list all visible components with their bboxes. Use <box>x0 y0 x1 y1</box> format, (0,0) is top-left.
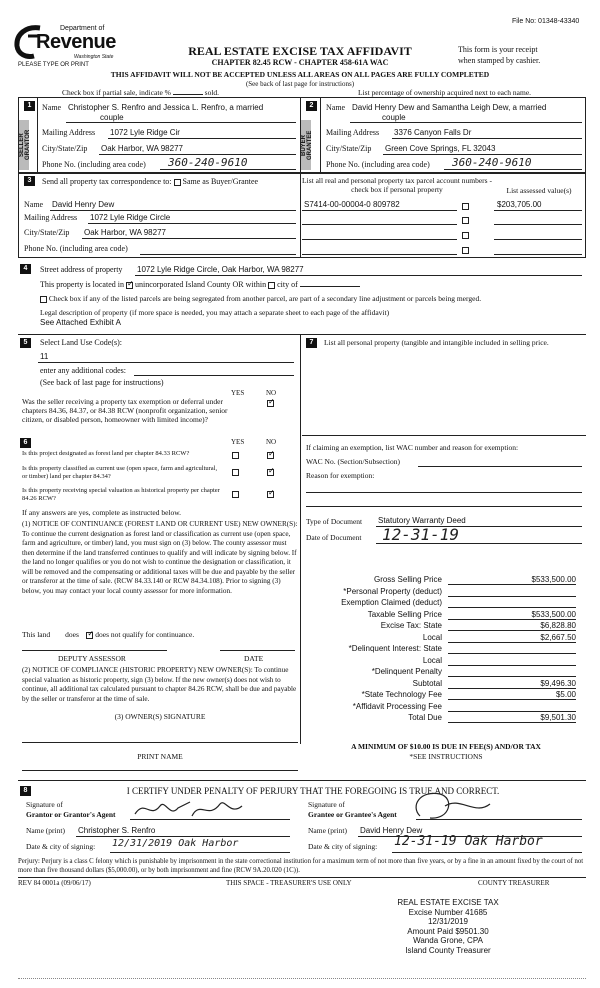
tax-row-label: Excise Tax: State <box>380 621 442 630</box>
tax-row <box>306 644 586 656</box>
tax-row-label: *Personal Property (deduct) <box>343 586 442 596</box>
tax-row-value[interactable] <box>448 702 576 712</box>
grantor-date-city[interactable]: 12/31/2019 Oak Harbor <box>112 838 239 849</box>
seller-exemption-no-checkbox[interactable] <box>267 400 274 407</box>
historic-no-checkbox[interactable] <box>267 491 274 498</box>
seller-exemption-question: Was the seller receiving a property tax exemption or deferral under chapters 84.36, 84.37, or 84.38 RCW (nonprofit organization, senior citizen, or disabled person, homeowner with limited income)? <box>22 397 228 424</box>
doc-date-label: Date of Document <box>306 533 362 542</box>
seller-name-value[interactable]: Christopher S. Renfro and Jessica L. Renfro, a married <box>68 103 264 112</box>
qualify-label: qualify for continuance. <box>122 630 195 639</box>
seller-address-label: Mailing Address <box>42 128 96 137</box>
tax-row-label: Local <box>422 632 442 642</box>
grantee-name-value[interactable]: David Henry Dew <box>360 826 423 835</box>
grantor-name-label: Name (print) <box>26 826 65 835</box>
section-3-number: 3 <box>24 176 35 186</box>
treasurer-stamp <box>378 898 518 956</box>
stamp-line-6: Island County Treasurer <box>405 945 491 955</box>
corr-name-label: Name <box>24 200 44 209</box>
seller-phone-value[interactable]: 360-240-9610 <box>168 156 248 169</box>
tax-row-label: *State Technology Fee <box>361 690 442 699</box>
partial-sale-percent[interactable] <box>173 94 203 95</box>
grantor-agent-label: Grantor or Grantor's Agent <box>26 810 116 819</box>
current-use-no-checkbox[interactable] <box>267 469 274 476</box>
tax-row-value[interactable]: $6,828.80 <box>448 621 576 631</box>
buyer-name-value-2[interactable]: couple <box>382 113 406 122</box>
grantee-date-label: Date & city of signing: <box>308 842 378 851</box>
same-as-buyer-label: Same as Buyer/Grantee <box>182 177 259 186</box>
tax-row <box>306 667 586 679</box>
any-yes-note: If any answers are yes, complete as instructed below. <box>22 508 182 517</box>
legal-description-value[interactable]: See Attached Exhibit A <box>40 318 121 327</box>
seller-name-value-2[interactable]: couple <box>100 113 124 122</box>
please-type: PLEASE TYPE OR PRINT <box>18 62 89 68</box>
assessed-value-1[interactable]: $203,705.00 <box>497 200 542 209</box>
historic-yes-checkbox[interactable] <box>232 491 239 498</box>
section-7-number: 7 <box>306 338 317 348</box>
buyer-phone-value[interactable]: 360-240-9610 <box>452 156 532 169</box>
warning-text: THIS AFFIDAVIT WILL NOT BE ACCEPTED UNLESS ALL AREAS ON ALL PAGES ARE FULLY COMPLETED <box>110 70 490 79</box>
section-2-number: 2 <box>306 101 317 111</box>
personal-property-checkbox-4[interactable] <box>462 247 469 254</box>
tax-row-label: *Delinquent Interest: State <box>348 644 442 653</box>
corr-city-value[interactable]: Oak Harbor, WA 98277 <box>84 228 166 237</box>
seller-address-value[interactable]: 1072 Lyle Ridge Cir <box>110 128 180 137</box>
does-not-label: does not <box>95 630 121 639</box>
street-address-value[interactable]: 1072 Lyle Ridge Circle, Oak Harbor, WA 98277 <box>137 265 304 274</box>
tax-row-label: Total Due <box>408 713 442 722</box>
minimum-due-note: A MINIMUM OF $10.00 IS DUE IN FEE(S) AND/OR TAX <box>351 742 541 751</box>
buyer-address-label: Mailing Address <box>326 128 380 137</box>
tax-row-value[interactable]: $9,501.30 <box>448 713 576 723</box>
grantee-signature-icon[interactable] <box>400 786 520 826</box>
tax-row-value[interactable]: $533,500.00 <box>448 610 576 620</box>
tax-row-value[interactable]: $2,667.50 <box>448 633 576 643</box>
buyer-name-label: Name <box>326 103 346 112</box>
deputy-assessor-label: DEPUTY ASSESSOR <box>58 654 126 663</box>
receipt-note-2: when stamped by cashier. <box>458 56 541 65</box>
tax-row-value[interactable] <box>448 667 576 677</box>
s6-yes-header: YES <box>231 438 245 446</box>
this-land-label: This land <box>22 630 51 639</box>
stamp-line-5: Wanda Grone, CPA <box>413 936 483 946</box>
perjury-notice: Perjury: Perjury is a class C felony which is punishable by imprisonment in the state correctional institution for a maximum term of not more than five years, or by a fine in an amount fixed by the court of not more than five thousand dollars ($5,000.00), or by both imprisonment and fine (RCW 9A.20.020 (1C)). <box>18 858 584 874</box>
stamp-line-2: Excise Number 41685 <box>408 907 488 917</box>
sold-label: sold. <box>204 88 220 97</box>
s6-no-header: NO <box>266 438 277 446</box>
doc-type-label: Type of Document <box>306 517 363 526</box>
segregated-label: Check box if any of the listed parcels are being segregated from another parcel, are part of a secondary line adjustment or parcels being merged. <box>48 294 482 303</box>
corr-name-value[interactable]: David Henry Dew <box>52 200 115 209</box>
grantor-name-value[interactable]: Christopher S. Renfro <box>78 826 156 835</box>
s5-no-header: NO <box>266 389 277 397</box>
exemption-label: If claiming an exemption, list WAC number and reason for exemption: <box>306 443 519 452</box>
unincorporated-label: unincorporated Island County OR within <box>134 280 267 289</box>
section-6-number: 6 <box>20 438 31 448</box>
reason-label: Reason for exemption: <box>306 471 375 480</box>
notice-of-compliance: (2) NOTICE OF COMPLIANCE (HISTORIC PROPERTY) NEW OWNER(S): To continue special valuation as historic property, sign (3) below. If the new owner(s) does not wish to continue, all additional tax calculated pursuant to chapter 84.26 RCW, shall be due and payable by the seller or transferor at the time of sale. <box>22 666 297 703</box>
forest-land-question: Is this project designated as forest land per chapter 84.33 RCW? <box>22 450 190 457</box>
tax-row-value[interactable]: $5.00 <box>448 690 576 700</box>
personal-property-label: List all personal property (tangible and intangible included in selling price. <box>324 338 549 347</box>
corr-city-label: City/State/Zip <box>24 228 70 237</box>
receipt-note-1: This form is your receipt <box>458 45 538 54</box>
see-instructions-note: *SEE INSTRUCTIONS <box>409 752 483 761</box>
stamp-line-1: REAL ESTATE EXCISE TAX <box>397 898 499 907</box>
land-use-label: Select Land Use Code(s): <box>40 338 122 347</box>
grantee-date-city[interactable]: 12-31-19 Oak Harbor <box>394 834 543 849</box>
stamp-line-4: Amount Paid $9501.30 <box>407 926 489 936</box>
doc-date-value[interactable]: 12-31-19 <box>382 525 460 544</box>
section-1-number: 1 <box>24 101 35 111</box>
additional-codes-label: enter any additional codes: <box>40 366 126 375</box>
tax-row-label: Subtotal <box>412 678 442 688</box>
city-of-field[interactable] <box>300 286 360 287</box>
owner-signature-label: (3) OWNER(S) SIGNATURE <box>114 712 206 721</box>
tax-row-value[interactable] <box>448 587 576 597</box>
does-not-checkbox[interactable] <box>86 632 93 639</box>
see-back-note: (See back of last page for instructions) <box>245 80 355 88</box>
city-of-label: city of <box>277 280 298 289</box>
corr-phone-label: Phone No. (including area code) <box>24 244 128 253</box>
tax-row-value[interactable]: $533,500.00 <box>448 575 576 585</box>
logo-line3: Washington State <box>74 54 114 60</box>
s5-yes-header: YES <box>231 389 245 397</box>
logo-line1: Department of <box>60 25 105 32</box>
city-of-checkbox[interactable] <box>268 282 275 289</box>
tax-row <box>306 702 586 714</box>
grantor-sig-label: Signature of <box>26 800 63 809</box>
tax-row <box>306 713 586 725</box>
land-use-code[interactable]: 11 <box>40 352 49 361</box>
tax-row-label: Exemption Claimed (deduct) <box>341 598 442 607</box>
tax-row <box>306 621 586 633</box>
grantee-agent-label: Grantee or Grantee's Agent <box>308 810 397 819</box>
tax-row-value[interactable] <box>448 644 576 654</box>
current-use-yes-checkbox[interactable] <box>232 469 239 476</box>
forest-land-no-checkbox[interactable] <box>267 452 274 459</box>
treasurer-only-label: THIS SPACE - TREASURER'S USE ONLY <box>226 879 352 887</box>
seller-grantor-tag: SELLER GRANTOR <box>19 120 29 170</box>
wac-label: WAC No. (Section/Subsection) <box>306 457 400 466</box>
form-subtitle: CHAPTER 82.45 RCW - CHAPTER 458-61A WAC <box>211 58 389 67</box>
tax-row-label: Taxable Selling Price <box>367 609 442 619</box>
parcel-header: List all real and personal property tax parcel account numbers - check box if personal property <box>302 176 492 194</box>
tax-row <box>306 610 586 622</box>
logo-word: Revenue <box>36 31 116 53</box>
doc-type-value[interactable]: Statutory Warranty Deed <box>378 516 466 525</box>
section-8-number: 8 <box>20 786 31 796</box>
grantor-date-label: Date & city of signing: <box>26 842 96 851</box>
print-name-label: PRINT NAME <box>137 752 183 761</box>
street-address-label: Street address of property <box>40 265 123 274</box>
buyer-city-label: City/State/Zip <box>326 144 372 153</box>
same-as-buyer-checkbox[interactable] <box>174 179 181 186</box>
county-treasurer-label: COUNTY TREASURER <box>478 879 550 887</box>
seller-phone-label: Phone No. (including area code) <box>42 160 146 169</box>
buyer-address-value[interactable]: 3376 Canyon Falls Dr <box>394 128 472 137</box>
tax-row <box>306 690 586 702</box>
tax-row-label: *Affidavit Processing Fee <box>352 701 442 711</box>
section-4-number: 4 <box>20 264 31 274</box>
ownership-note: List percentage of ownership acquired next to each name. <box>358 88 532 97</box>
tax-table <box>306 575 586 725</box>
located-label: This property is located in <box>40 280 124 289</box>
historic-property-question: Is this property receiving special valuation as historical property per chapter 84.26 RCW? <box>22 487 220 502</box>
notice-of-continuance: (1) NOTICE OF CONTINUANCE (FOREST LAND OR CURRENT USE) NEW OWNER(S): To continue the current designation as forest land or classification as current use (open space, farm and agriculture, or timber) land, you must sign on (3) below. The county assessor must then determine if the land transferred continues to qualify and will indicate by signing below. If the land no longer qualifies or you do not wish to continue the designation or classification, it will be removed and the compensating or additional taxes will be due and payable by the seller or transferor at the time of sale. (RCW 84.33.140 or RCW 84.34.108). Prior to signing (3) below, you may contact your local county assessor for more information. <box>22 520 298 595</box>
tax-row <box>306 598 586 610</box>
tax-row <box>306 656 586 668</box>
land-use-see-back: (See back of last page for instructions) <box>40 378 164 387</box>
section-5-number: 5 <box>20 338 31 348</box>
does-label: does <box>65 630 79 639</box>
buyer-city-value[interactable]: Green Cove Springs, FL 32043 <box>385 144 496 153</box>
tax-row <box>306 679 586 691</box>
seller-name-label: Name <box>42 103 62 112</box>
tax-row <box>306 633 586 645</box>
tax-row <box>306 587 586 599</box>
tax-row-value[interactable] <box>448 598 576 608</box>
tax-row-label: Local <box>422 655 442 665</box>
corr-address-value[interactable]: 1072 Lyle Ridge Circle <box>90 213 171 222</box>
legal-description-label: Legal description of property (if more space is needed, you may attach a separate sheet to each page of the affidavit) <box>40 308 390 317</box>
tax-row-value[interactable] <box>448 656 576 666</box>
grantee-name-label: Name (print) <box>308 826 347 835</box>
send-correspondence-label: Send all property tax correspondence to: <box>42 177 172 186</box>
personal-property-checkbox-1[interactable] <box>462 203 469 210</box>
tax-row-value[interactable]: $9,496.30 <box>448 679 576 689</box>
form-revision: REV 84 0001a (09/06/17) <box>18 879 91 887</box>
partial-sale-label: Check box if partial sale, indicate % <box>62 88 171 97</box>
personal-property-checkbox-3[interactable] <box>462 232 469 239</box>
dor-logo <box>14 22 134 62</box>
form-title: REAL ESTATE EXCISE TAX AFFIDAVIT <box>188 44 412 58</box>
segregated-checkbox[interactable] <box>40 296 47 303</box>
tax-row-label: Gross Selling Price <box>373 575 442 584</box>
seller-city-label: City/State/Zip <box>42 144 88 153</box>
file-number: File No: 01348-43340 <box>512 18 580 25</box>
parcel-number-1[interactable]: S7414-00-00004-0 809782 <box>304 200 400 209</box>
seller-city-value[interactable]: Oak Harbor, WA 98277 <box>101 144 183 153</box>
corr-address-label: Mailing Address <box>24 213 78 222</box>
assessed-header: List assessed value(s) <box>506 186 572 195</box>
stamp-line-3: 12/31/2019 <box>427 917 469 927</box>
buyer-phone-label: Phone No. (including area code) <box>326 160 430 169</box>
certify-statement: I CERTIFY UNDER PENALTY OF PERJURY THAT THE FOREGOING IS TRUE AND CORRECT. <box>126 786 500 796</box>
grantee-sig-label: Signature of <box>308 800 345 809</box>
unincorporated-checkbox[interactable] <box>126 282 133 289</box>
assessor-date-label: DATE <box>244 654 264 663</box>
tax-row-label: *Delinquent Penalty <box>371 667 442 676</box>
buyer-name-value[interactable]: David Henry Dew and Samantha Leigh Dew, a married <box>352 103 547 112</box>
current-use-question: Is this property classified as current use (open space, farm and agricultural, or timber) land per chapter 84.34? <box>22 465 218 480</box>
personal-property-checkbox-2[interactable] <box>462 217 469 224</box>
forest-land-yes-checkbox[interactable] <box>232 452 239 459</box>
tax-row <box>306 575 586 587</box>
buyer-grantee-tag: BUYER GRANTEE <box>301 120 311 170</box>
